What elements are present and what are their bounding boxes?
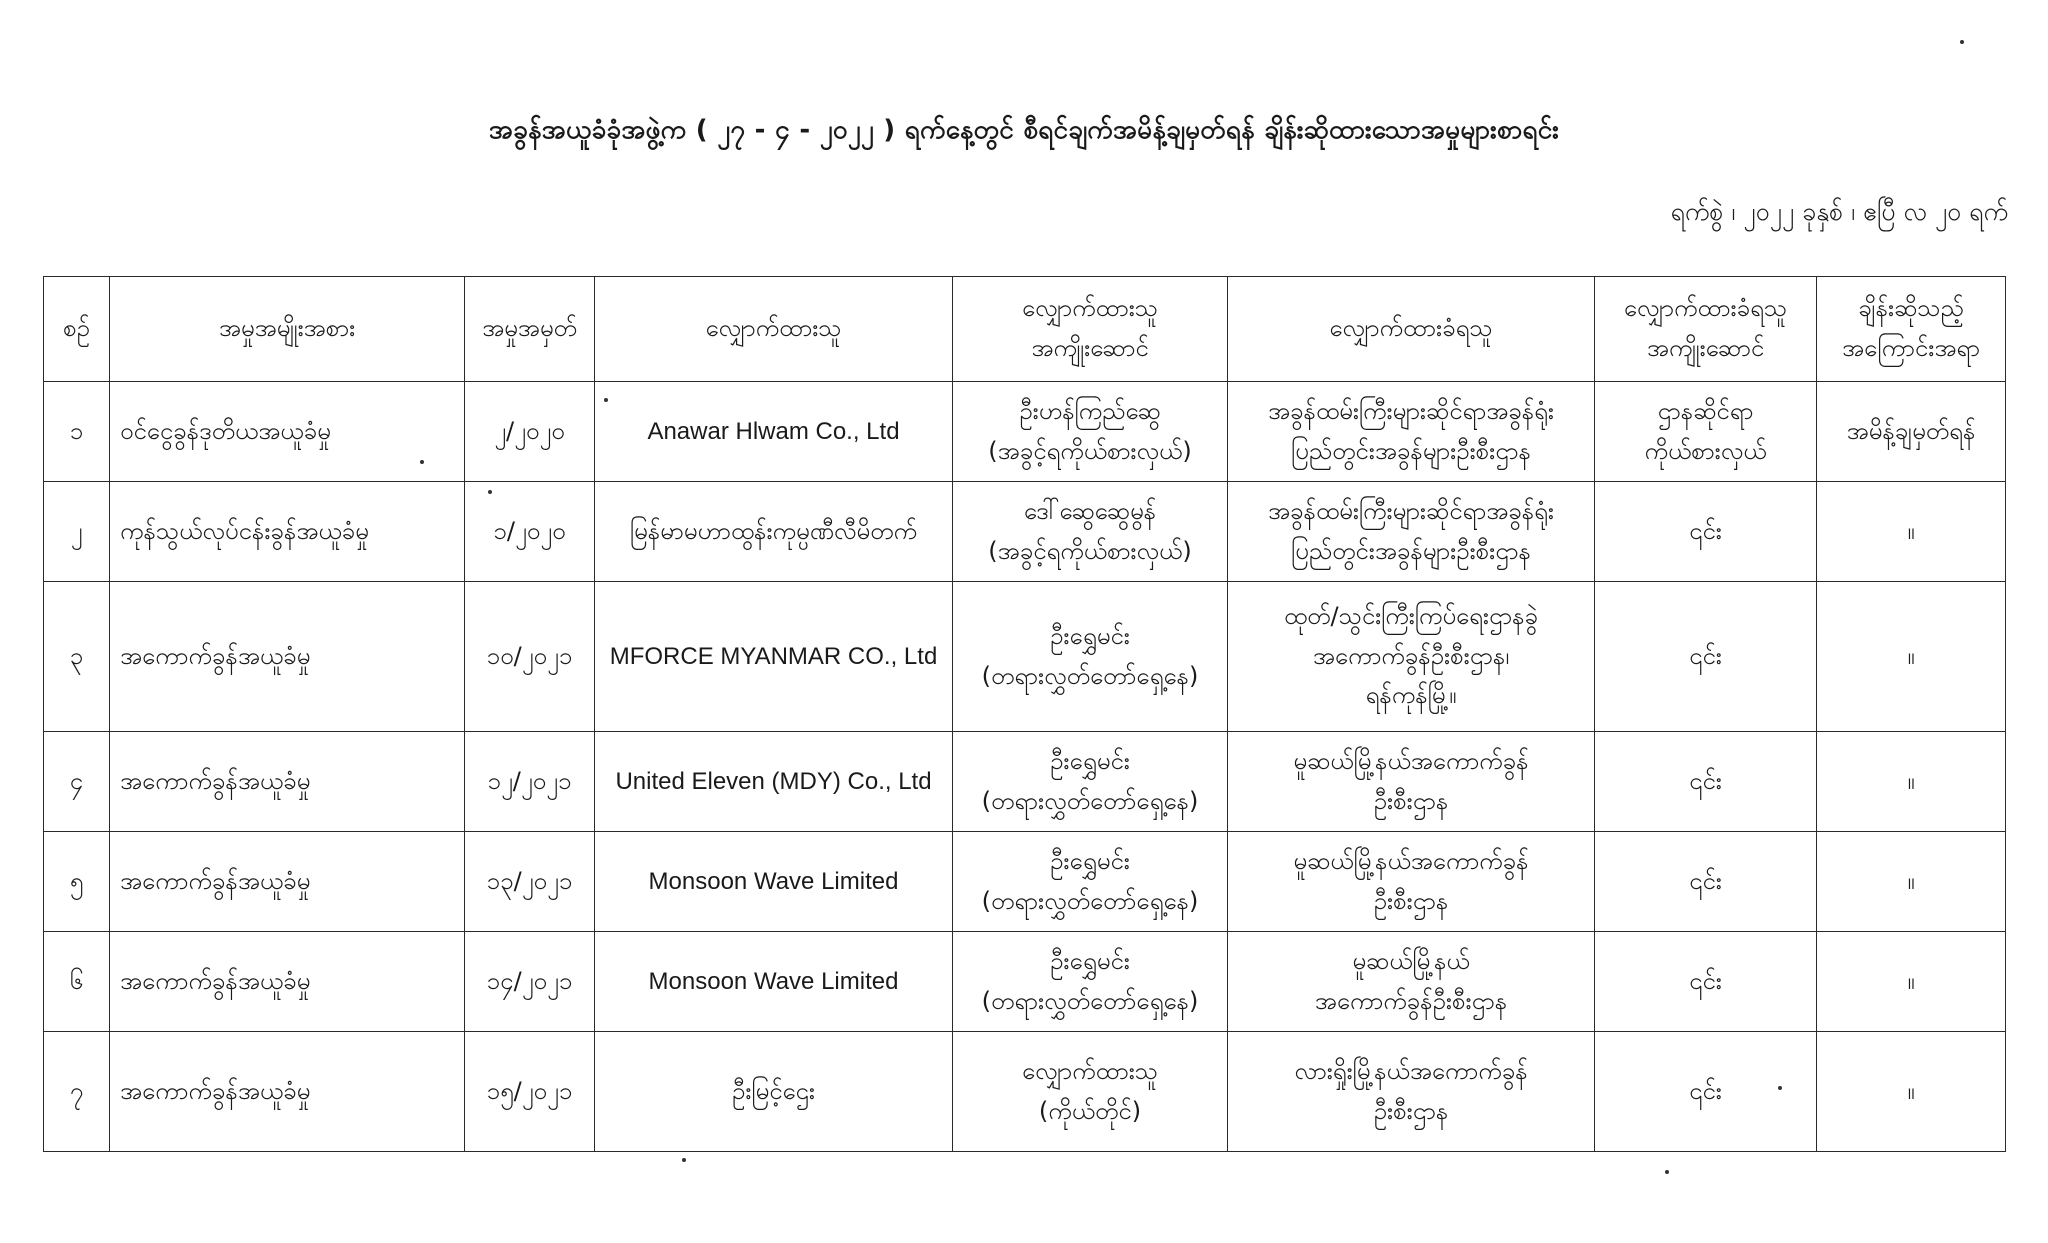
cell-case-type: အကောက်ခွန်အယူခံမှု (110, 832, 465, 932)
cell-respondent-rep (1595, 732, 1817, 832)
table-header-row (44, 277, 2006, 382)
header-respondent: လျှောက်ထားခံရသူ (1228, 277, 1595, 382)
cell-respondent-line: ရန်ကုန်မြို့။ (1365, 681, 1457, 710)
cell-respondent-line: လားရှိုးမြို့နယ်အကောက်ခွန် (1294, 1056, 1528, 1085)
scan-speck (488, 490, 492, 494)
cell-respondent-rep (1595, 582, 1817, 732)
header-respondent-rep (1595, 277, 1817, 382)
header-case-type: အမှုအမျိုးအစား (110, 277, 465, 382)
cell-respondent-rep-line: ကိုယ်စားလှယ် (1644, 436, 1767, 465)
cell-purpose: ။ (1817, 582, 2006, 732)
cell-appellant-rep (953, 832, 1228, 932)
cell-appellant-rep-line: (ကိုယ်တိုင်) (1038, 1096, 1142, 1125)
cell-no: ၅ (44, 832, 110, 932)
cell-appellant-rep-line: ဦးရွှေမင်း (1050, 746, 1130, 775)
document-date: ရက်စွဲ ၊ ၂၀၂၂ ခုနှစ် ၊ ဧပြီ လ ၂၀ ရက် (1670, 197, 2008, 226)
cell-appellant-rep-line: ဦးဟန်ကြည်ဆွေ (1019, 396, 1161, 425)
cell-respondent-rep-line: ၎င်း (1689, 516, 1722, 545)
cell-respondent-rep-line: ဌာနဆိုင်ရာ (1657, 396, 1754, 425)
cell-respondent-line: ထုတ်/သွင်းကြီးကြပ်ရေးဌာနခွဲ (1283, 602, 1539, 631)
cell-appellant-rep-line: (တရားလွှတ်တော်ရှေ့နေ) (981, 661, 1199, 690)
cell-appellant: Anawar Hlwam Co., Ltd (595, 382, 953, 482)
cell-appellant-rep-line: ဦးရွှေမင်း (1050, 621, 1130, 650)
cell-respondent-rep (1595, 382, 1817, 482)
cell-respondent (1228, 582, 1595, 732)
scan-speck (682, 1158, 686, 1162)
cell-appellant: Monsoon Wave Limited (595, 832, 953, 932)
cell-respondent-line: အကောက်ခွန်ဦးစီးဌာန (1314, 986, 1508, 1015)
cell-purpose: ။ (1817, 832, 2006, 932)
cell-appellant-rep-line: လျှောက်ထားသူ (1022, 1056, 1158, 1085)
cell-case-no: ၁၅/၂၀၂၁ (465, 1032, 595, 1152)
cell-case-no: ၁/၂၀၂၀ (465, 482, 595, 582)
header-line: အကျိုးဆောင် (1031, 334, 1149, 362)
cell-case-no: ၁၄/၂၀၂၁ (465, 932, 595, 1032)
cell-respondent (1228, 932, 1595, 1032)
cell-respondent-rep-line: ၎င်း (1689, 866, 1722, 895)
cell-respondent-rep (1595, 932, 1817, 1032)
header-line: ချိန်းဆိုသည့် (1858, 294, 1964, 323)
cell-case-type: အကောက်ခွန်အယူခံမှု (110, 932, 465, 1032)
cell-no: ၁ (44, 382, 110, 482)
cell-case-no: ၂/၂၀၂၀ (465, 382, 595, 482)
cell-case-type: ဝင်ငွေခွန်ဒုတိယအယူခံမှု (110, 382, 465, 482)
header-case-no: အမှုအမှတ် (465, 277, 595, 382)
table-row (44, 1032, 2006, 1152)
header-line: အကြောင်းအရာ (1842, 334, 1980, 362)
cell-respondent-line: မူဆယ်မြို့နယ်အကောက်ခွန် (1293, 846, 1529, 875)
cell-appellant: ဦးမြင့်ဌေး (595, 1032, 953, 1152)
header-no: စဉ် (44, 277, 110, 382)
header-line: လျှောက်ထားသူ (1022, 294, 1158, 323)
cell-no: ၂ (44, 482, 110, 582)
cell-respondent-rep (1595, 832, 1817, 932)
cell-purpose: ။ (1817, 932, 2006, 1032)
cell-respondent-line: ဦးစီးဌာန (1373, 886, 1449, 915)
cell-appellant-rep-line: ဒေါ်ဆွေဆွေမွန် (1023, 496, 1157, 525)
cell-respondent-rep (1595, 482, 1817, 582)
cell-respondent-line: မူဆယ်မြို့နယ်အကောက်ခွန် (1293, 746, 1529, 775)
table-row (44, 382, 2006, 482)
cell-appellant-rep-line: (တရားလွှတ်တော်ရှေ့နေ) (981, 986, 1199, 1015)
cell-respondent (1228, 482, 1595, 582)
header-appellant-rep (953, 277, 1228, 382)
cell-appellant: MFORCE MYANMAR CO., Ltd (595, 582, 953, 732)
cell-appellant-rep (953, 732, 1228, 832)
cell-respondent-rep-line: ၎င်း (1689, 766, 1722, 795)
cell-case-type: အကောက်ခွန်အယူခံမှု (110, 1032, 465, 1152)
cell-appellant-rep-line: ဦးရွှေမင်း (1050, 846, 1130, 875)
cell-respondent-rep-line: ၎င်း (1689, 641, 1722, 670)
cell-respondent-line: အခွန်ထမ်းကြီးများဆိုင်ရာအခွန်ရုံး (1267, 496, 1555, 525)
cell-appellant: Monsoon Wave Limited (595, 932, 953, 1032)
table-row (44, 482, 2006, 582)
table-row (44, 732, 2006, 832)
cell-no: ၃ (44, 582, 110, 732)
cell-respondent (1228, 732, 1595, 832)
cell-respondent (1228, 1032, 1595, 1152)
cell-appellant-rep (953, 932, 1228, 1032)
header-appellant: လျှောက်ထားသူ (595, 277, 953, 382)
header-line: လျှောက်ထားခံရသူ (1623, 294, 1788, 323)
cell-no: ၆ (44, 932, 110, 1032)
cell-appellant: မြန်မာမဟာထွန်းကုမ္ပဏီလီမိတက် (595, 482, 953, 582)
cell-case-no: ၁၀/၂၀၂၁ (465, 582, 595, 732)
cell-respondent-line: အခွန်ထမ်းကြီးများဆိုင်ရာအခွန်ရုံး (1267, 396, 1555, 425)
cell-appellant-rep (953, 482, 1228, 582)
cell-case-type: အကောက်ခွန်အယူခံမှု (110, 732, 465, 832)
table-row (44, 932, 2006, 1032)
cell-purpose: ။ (1817, 732, 2006, 832)
cell-respondent-rep (1595, 1032, 1817, 1152)
scan-speck (420, 460, 424, 464)
cell-case-type: အကောက်ခွန်အယူခံမှု (110, 582, 465, 732)
scan-speck (604, 398, 608, 402)
table-row (44, 832, 2006, 932)
cell-respondent-rep-line: ၎င်း (1689, 966, 1722, 995)
cell-appellant-rep (953, 1032, 1228, 1152)
cell-appellant-rep (953, 582, 1228, 732)
cell-appellant-rep (953, 382, 1228, 482)
cell-respondent (1228, 382, 1595, 482)
cell-appellant: United Eleven (MDY) Co., Ltd (595, 732, 953, 832)
page-title: အခွန်အယူခံခုံအဖွဲ့က ( ၂၇ - ၄ - ၂၀၂၂ ) ရက်နေ့တွင် စီရင်ချက်အမိန့်ချမှတ်ရန် ချိန်းဆိုထားသောအမှုများစာရင်း (488, 115, 1560, 145)
scan-speck (1665, 1170, 1669, 1174)
table-header (44, 277, 2006, 382)
cell-respondent-line: ဦးစီးဌာန (1373, 1096, 1449, 1125)
cell-appellant-rep-line: (တရားလွှတ်တော်ရှေ့နေ) (981, 886, 1199, 915)
cell-respondent-rep-line: ၎င်း (1689, 1076, 1722, 1105)
cell-case-no: ၁၂/၂၀၂၁ (465, 732, 595, 832)
cell-no: ၇ (44, 1032, 110, 1152)
cell-appellant-rep-line: (အခွင့်ရကိုယ်စားလှယ်) (988, 536, 1192, 565)
cell-respondent-line: ပြည်တွင်းအခွန်များဦးစီးဌာန (1291, 436, 1531, 465)
cell-purpose: အမိန့်ချမှတ်ရန် (1817, 382, 2006, 482)
cell-respondent (1228, 832, 1595, 932)
cell-respondent-line: ဦးစီးဌာန (1373, 786, 1449, 815)
header-line: အကျိုးဆောင် (1646, 334, 1765, 362)
cell-respondent-line: မူဆယ်မြို့နယ် (1352, 946, 1470, 975)
cell-appellant-rep-line: ဦးရွှေမင်း (1050, 946, 1130, 975)
cell-appellant-rep-line: (တရားလွှတ်တော်ရှေ့နေ) (981, 786, 1199, 815)
cell-respondent-line: ပြည်တွင်းအခွန်များဦးစီးဌာန (1291, 536, 1531, 565)
case-list-table (43, 276, 2006, 1152)
header-purpose (1817, 277, 2006, 382)
table-row (44, 582, 2006, 732)
table-body (44, 382, 2006, 1152)
scan-speck (1778, 1086, 1782, 1090)
scan-speck (1960, 40, 1964, 44)
cell-purpose: ။ (1817, 482, 2006, 582)
cell-respondent-line: အကောက်ခွန်ဦးစီးဌာန၊ (1312, 641, 1510, 670)
cell-case-no: ၁၃/၂၀၂၁ (465, 832, 595, 932)
cell-case-type: ကုန်သွယ်လုပ်ငန်းခွန်အယူခံမှု (110, 482, 465, 582)
cell-purpose: ။ (1817, 1032, 2006, 1152)
cell-appellant-rep-line: (အခွင့်ရကိုယ်စားလှယ်) (988, 436, 1192, 465)
cell-no: ၄ (44, 732, 110, 832)
